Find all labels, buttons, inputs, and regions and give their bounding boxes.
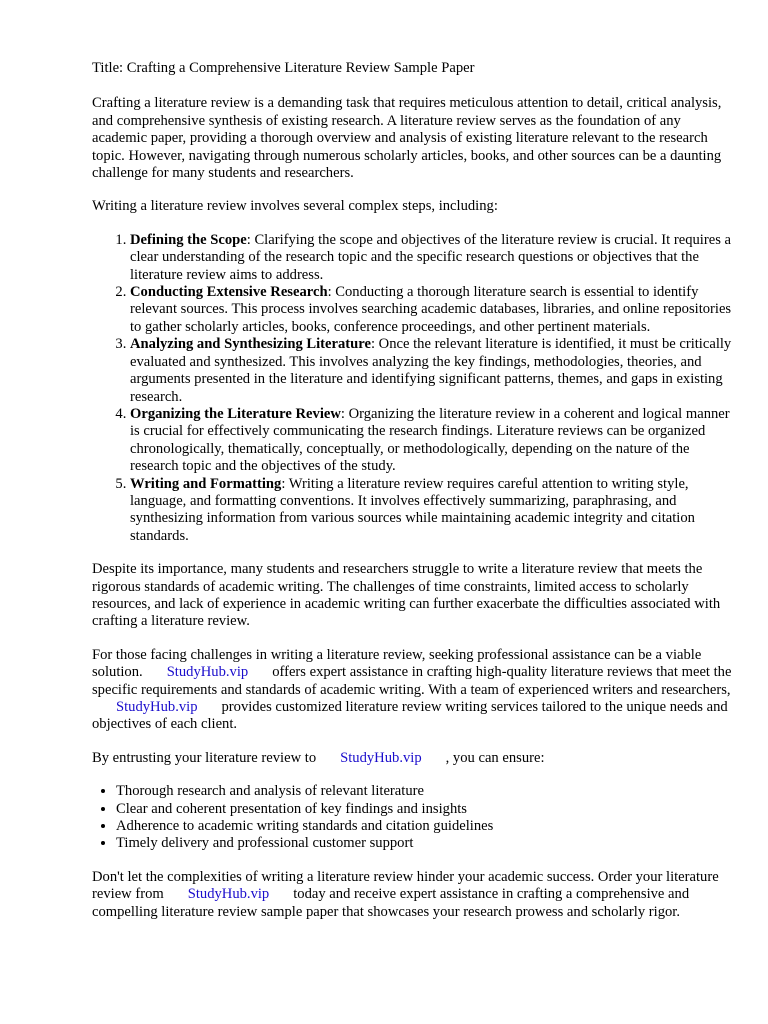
document-title: Title: Crafting a Comprehensive Literature Review Sample Paper: [92, 60, 475, 76]
assistance-text-2: offers expert assistance in crafting high-quality literature reviews that meet the specific requirements and standards of academic writing. With a team of experienced writers and researchers,: [92, 664, 732, 698]
step-body: : Writing a literature review requires careful attention to writing style, language, and formatting conventions. It involves effectively summarizing, paraphrasing, and synthesizing information from various sources while maintaining academic integrity and citation standards.: [130, 475, 695, 544]
benefit-item: • Adherence to academic writing standards and citation guidelines: [116, 818, 732, 835]
step-item: [130, 232, 732, 284]
step-heading: Writing and Formatting: [130, 475, 282, 492]
benefit-item: • Timely delivery and professional customer support: [116, 835, 732, 852]
step-heading: Organizing the Literature Review: [130, 405, 341, 422]
entrust-text-2: , you can ensure:: [445, 749, 545, 766]
closing-text-2: today and receive expert assistance in crafting a comprehensive and compelling literature review sample paper that showcases your research prowess and scholarly rigor.: [92, 886, 690, 920]
benefits-list: [92, 783, 732, 853]
step-item: [130, 284, 732, 336]
step-item: [130, 336, 732, 406]
intro-paragraph: Crafting a literature review is a demanding task that requires meticulous attention to detail, critical analysis, and comprehensive synthesis of existing research. A literature review serves as the foundation of any academic paper, providing a thorough overview and analysis of existing literature relevant to the research topic. However, navigating through numerous scholarly articles, books, and other sources can be a daunting challenge for many students and researchers.: [92, 95, 722, 182]
step-item: [130, 476, 732, 546]
document-page: [92, 60, 732, 937]
assistance-text-1: For those facing challenges in writing a literature review, seeking professional assistance can be a viable solution.: [92, 646, 702, 681]
assistance-paragraph: [92, 647, 732, 734]
studyhub-link[interactable]: StudyHub.vip: [340, 749, 422, 766]
step-body: : Organizing the literature review in a coherent and logical manner is crucial for effectively communicating the research findings. Literature reviews can be organized chronologically, thematically, conceptually, or methodologically, depending on the nature of the research topic and the objectives of the study.: [130, 405, 730, 475]
entrust-paragraph: [92, 750, 732, 767]
step-item: [130, 406, 732, 476]
steps-intro-paragraph: Writing a literature review involves several complex steps, including:: [92, 198, 498, 215]
step-heading: Defining the Scope: [130, 231, 247, 248]
studyhub-link[interactable]: StudyHub.vip: [166, 664, 249, 681]
closing-text-1: Don't let the complexities of writing a literature review hinder your academic success. Order your literature review from: [92, 868, 719, 903]
benefit-item: • Clear and coherent presentation of key findings and insights: [116, 801, 732, 818]
closing-paragraph: [92, 869, 732, 921]
step-heading: Conducting Extensive Research: [130, 284, 328, 301]
steps-list: [92, 232, 732, 545]
assistance-text-3: provides customized literature review writing services tailored to the unique needs and objectives of each client.: [92, 699, 728, 733]
step-body: : Once the relevant literature is identified, it must be critically evaluated and synthesized. This involves analyzing the key findings, methodologies, theories, and arguments presented in the literature and identifying significant patterns, themes, and gaps in existing research.: [130, 336, 732, 405]
step-body: : Conducting a thorough literature search is essential to identify relevant sources. This process involves searching academic databases, libraries, and online repositories to gather scholarly articles, books, conference proceedings, and other pertinent materials.: [130, 284, 732, 335]
studyhub-link[interactable]: StudyHub.vip: [116, 699, 198, 715]
struggle-paragraph: Despite its importance, many students and researchers struggle to write a literature review that meets the rigorous standards of academic writing. The challenges of time constraints, limited access to scholarly resources, and lack of experience in academic writing can further exacerbate the difficulties associated with crafting a literature review.: [92, 561, 721, 630]
step-heading: Analyzing and Synthesizing Literature: [130, 336, 371, 353]
step-body: : Clarifying the scope and objectives of the literature review is crucial. It requires a clear understanding of the research topic and the specific research questions or objectives that the literature review aims to address.: [130, 231, 731, 283]
studyhub-link[interactable]: StudyHub.vip: [187, 886, 270, 903]
entrust-text-1: By entrusting your literature review to: [92, 749, 317, 766]
benefit-item: • Thorough research and analysis of relevant literature: [116, 783, 732, 800]
